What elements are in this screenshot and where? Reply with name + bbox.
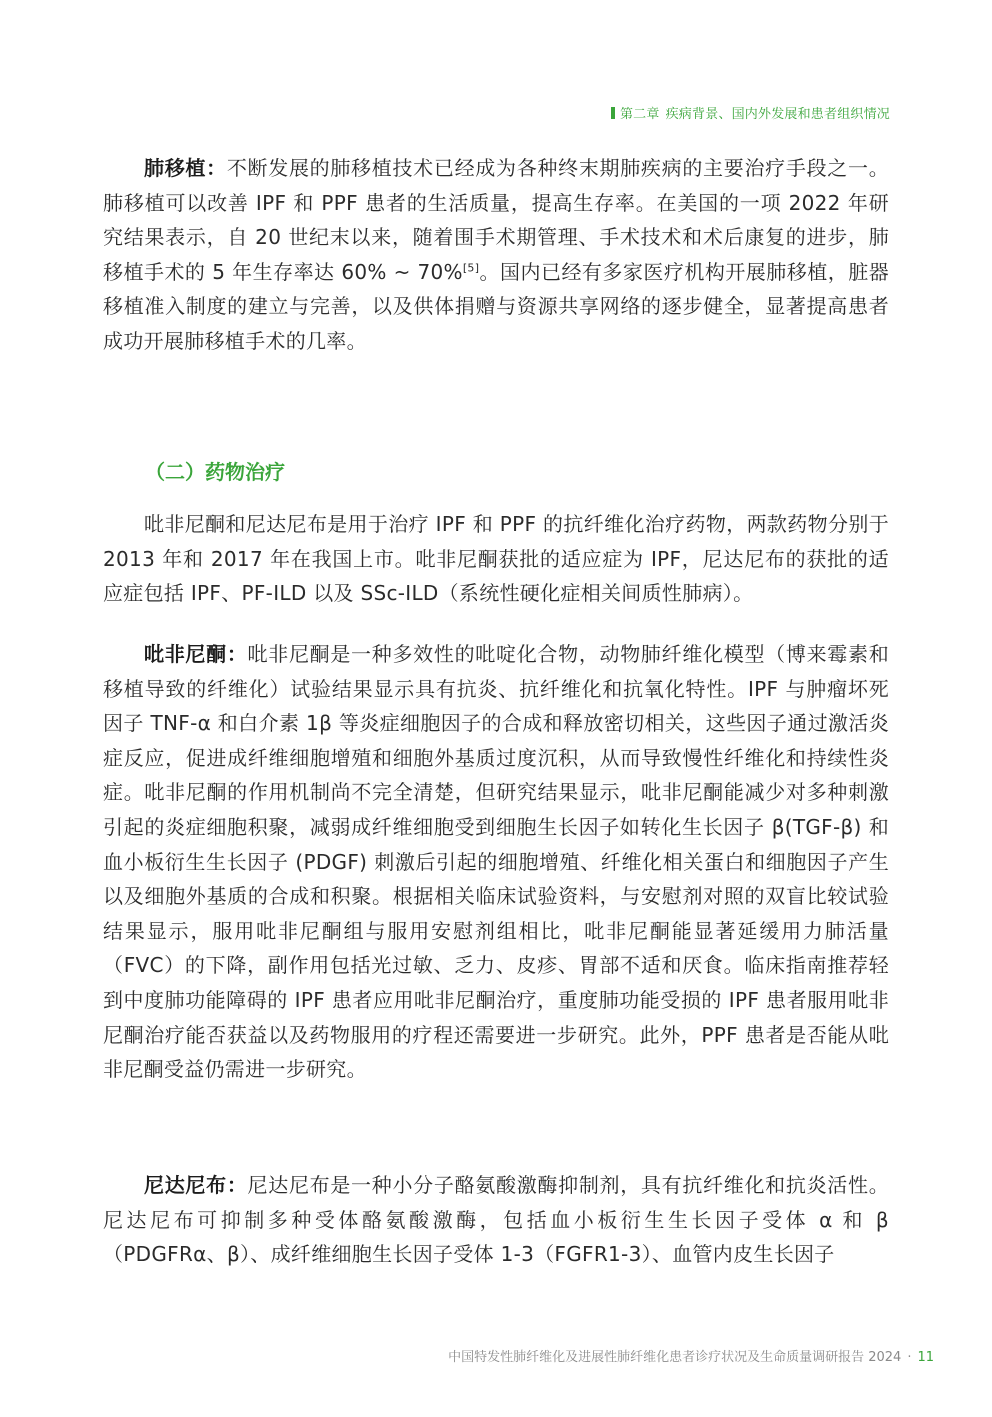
nintedanib-paragraph <box>103 1168 889 1272</box>
chapter-title: 疾病背景、国内外发展和患者组织情况 <box>665 107 890 122</box>
pirfenidone-paragraph <box>103 637 889 1087</box>
pirfenidone-label: 吡非尼酮： <box>144 642 248 666</box>
citation-ref: [5] <box>462 261 480 275</box>
report-title: 中国特发性肺纤维化及进展性肺纤维化患者诊疗状况及生命质量调研报告 2024 <box>448 1350 902 1365</box>
section-title: （二）药物治疗 <box>145 460 285 484</box>
lung-transplant-text-b: 。国内已经有多家医疗机构开展肺移植，脏器移植准入制度的建立与完善，以及供体捐赠与资源共享网络的逐步健全，显著提高患者成功开展肺移植手术的几率。 <box>103 259 890 353</box>
chapter-number: 第二章 <box>619 107 660 122</box>
nintedanib-label: 尼达尼布： <box>144 1173 248 1197</box>
nintedanib-text: 尼达尼布是一种小分子酪氨酸激酶抑制剂，具有抗纤维化和抗炎活性。尼达尼布可抑制多种受体酪氨酸激酶，包括血小板衍生生长因子受体 α 和 β（PDGFRα、β）、成纤维细胞生长因子受体 1-3（FGFR1-3）、血管内皮生长因子 <box>103 1173 889 1267</box>
chapter-marker-icon <box>611 107 615 119</box>
pirfenidone-text: 吡非尼酮是一种多效性的吡啶化合物，动物肺纤维化模型（博来霉素和移植导致的纤维化）试验结果显示具有抗炎、抗纤维化和抗氧化特性。IPF 与肿瘤坏死因子 TNF-α 和白介素 1β 等炎症细胞因子的合成和释放密切相关，这些因子通过激活炎症反应，促进成纤维细胞增殖和细胞外基质过度沉积，从而导致慢性纤维化和持续性炎症。吡非尼酮的作用机制尚不完全清楚，但研究结果显示，吡非尼酮能减少对多种刺激引起的炎症细胞积聚，减弱成纤维细胞受到细胞生长因子如转化生长因子 β(TGF-β) 和血小板衍生生长因子 (PDGF) 刺激后引起的细胞增殖、纤维化相关蛋白和细胞因子产生以及细胞外基质的合成和积聚。根据相关临床试验资料，与安慰剂对照的双盲比较试验结果显示，服用吡非尼酮组与服用安慰剂组相比，吡非尼酮能显著延缓用力肺活量（FVC）的下降，副作用包括光过敏、乏力、皮疹、胃部不适和厌食。临床指南推荐轻到中度肺功能障碍的 IPF 患者应用吡非尼酮治疗，重度肺功能受损的 IPF 患者服用吡非尼酮治疗能否获益以及药物服用的疗程还需要进一步研究。此外，PPF 患者是否能从吡非尼酮受益仍需进一步研究。 <box>103 642 889 1082</box>
lung-transplant-paragraph <box>103 151 889 359</box>
running-header <box>611 103 890 122</box>
page-number: 11 <box>917 1350 934 1365</box>
lung-transplant-text-a: 不断发展的肺移植技术已经成为各种终末期肺疾病的主要治疗手段之一。肺移植可以改善 IPF 和 PPF 患者的生活质量，提高生存率。在美国的一项 2022 年研究结果表示，自 20 世纪末以来，随着围手术期管理、手术技术和术后康复的进步，肺移植手术的 5 年生存率达 60% ~ 70% <box>103 156 889 284</box>
footer-separator: · <box>907 1350 912 1365</box>
lung-transplant-label: 肺移植： <box>144 156 227 180</box>
drug-intro-text: 吡非尼酮和尼达尼布是用于治疗 IPF 和 PPF 的抗纤维化治疗药物，两款药物分别于 2013 年和 2017 年在我国上市。吡非尼酮获批的适应症为 IPF，尼达尼布的获批的适应症包括 IPF、PF-ILD 以及 SSc-ILD（系统性硬化症相关间质性肺病）。 <box>103 512 889 606</box>
drug-intro-paragraph <box>103 507 889 611</box>
page-footer <box>448 1346 934 1365</box>
